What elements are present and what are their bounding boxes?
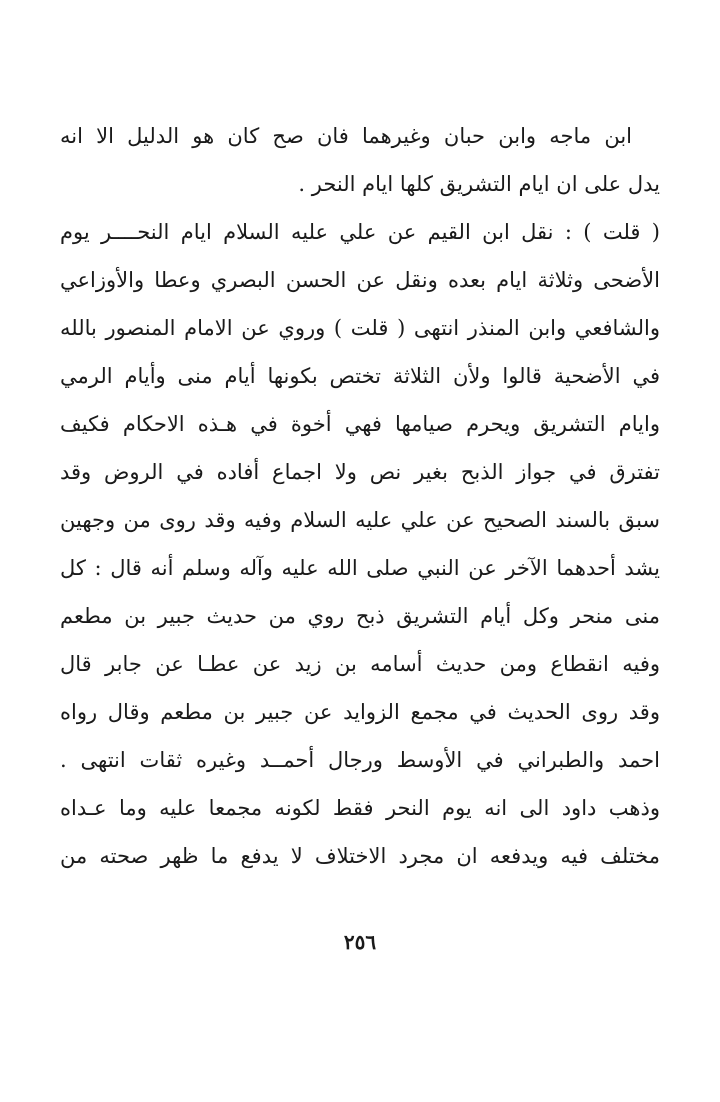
text-line-13: وقد روى الحديث في مجمع الزوايد عن جبير بن مطعم وقال رواه — [60, 700, 660, 724]
page-number: ٢٥٦ — [343, 930, 377, 954]
text-line-5: والشافعي وابن المنذر انتهى ( قلت ) وروي عن الامام المنصور بالله — [60, 316, 660, 340]
text-line-15: وذهب داود الى انه يوم النحر فقط لكونه مجمعا عليه وما عـداه — [60, 796, 660, 820]
text-line-9: سبق بالسند الصحيح عن علي عليه السلام وفيه وقد روى من وجهين — [60, 508, 660, 532]
body-text — [60, 112, 660, 880]
text-line-4: الأضحى وثلاثة ايام بعده ونقل عن الحسن البصري وعطا والأوزاعي — [60, 268, 660, 292]
text-line-8: تفترق في جواز الذبح بغير نص ولا اجماع أفاده في الروض وقد — [60, 460, 660, 484]
text-line-11: منى منحر وكل أيام التشريق ذبح روي من حديث جبير بن مطعم — [60, 604, 660, 628]
text-line-10: يشد أحدهما الآخر عن النبي صلى الله عليه وآله وسلم أنه قال : كل — [60, 556, 660, 580]
text-line-12: وفيه انقطاع ومن حديث أسامه بن زيد عن عطـا عن جابر قال — [60, 652, 660, 676]
text-line-2: يدل على ان ايام التشريق كلها ايام النحر . — [298, 172, 660, 196]
text-line-6: في الأضحية قالوا ولأن الثلاثة تختص بكونها أيام منى وأيام الرمي — [60, 364, 660, 388]
text-line-7: وايام التشريق ويحرم صيامها فهي أخوة في هـذه الاحكام فكيف — [60, 412, 660, 436]
text-line-16: مختلف فيه ويدفعه ان مجرد الاختلاف لا يدفع ما ظهر صحته من — [60, 844, 660, 868]
text-line-14: احمد والطبراني في الأوسط ورجال أحمــد وغيره ثقات انتهى . — [60, 748, 660, 772]
text-line-1: ابن ماجه وابن حبان وغيرهما فان صح كان هو الدليل الا انه — [60, 124, 632, 148]
text-line-3: ( قلت ) : نقل ابن القيم عن علي عليه السلام ايام النحــــر يوم — [60, 220, 660, 244]
